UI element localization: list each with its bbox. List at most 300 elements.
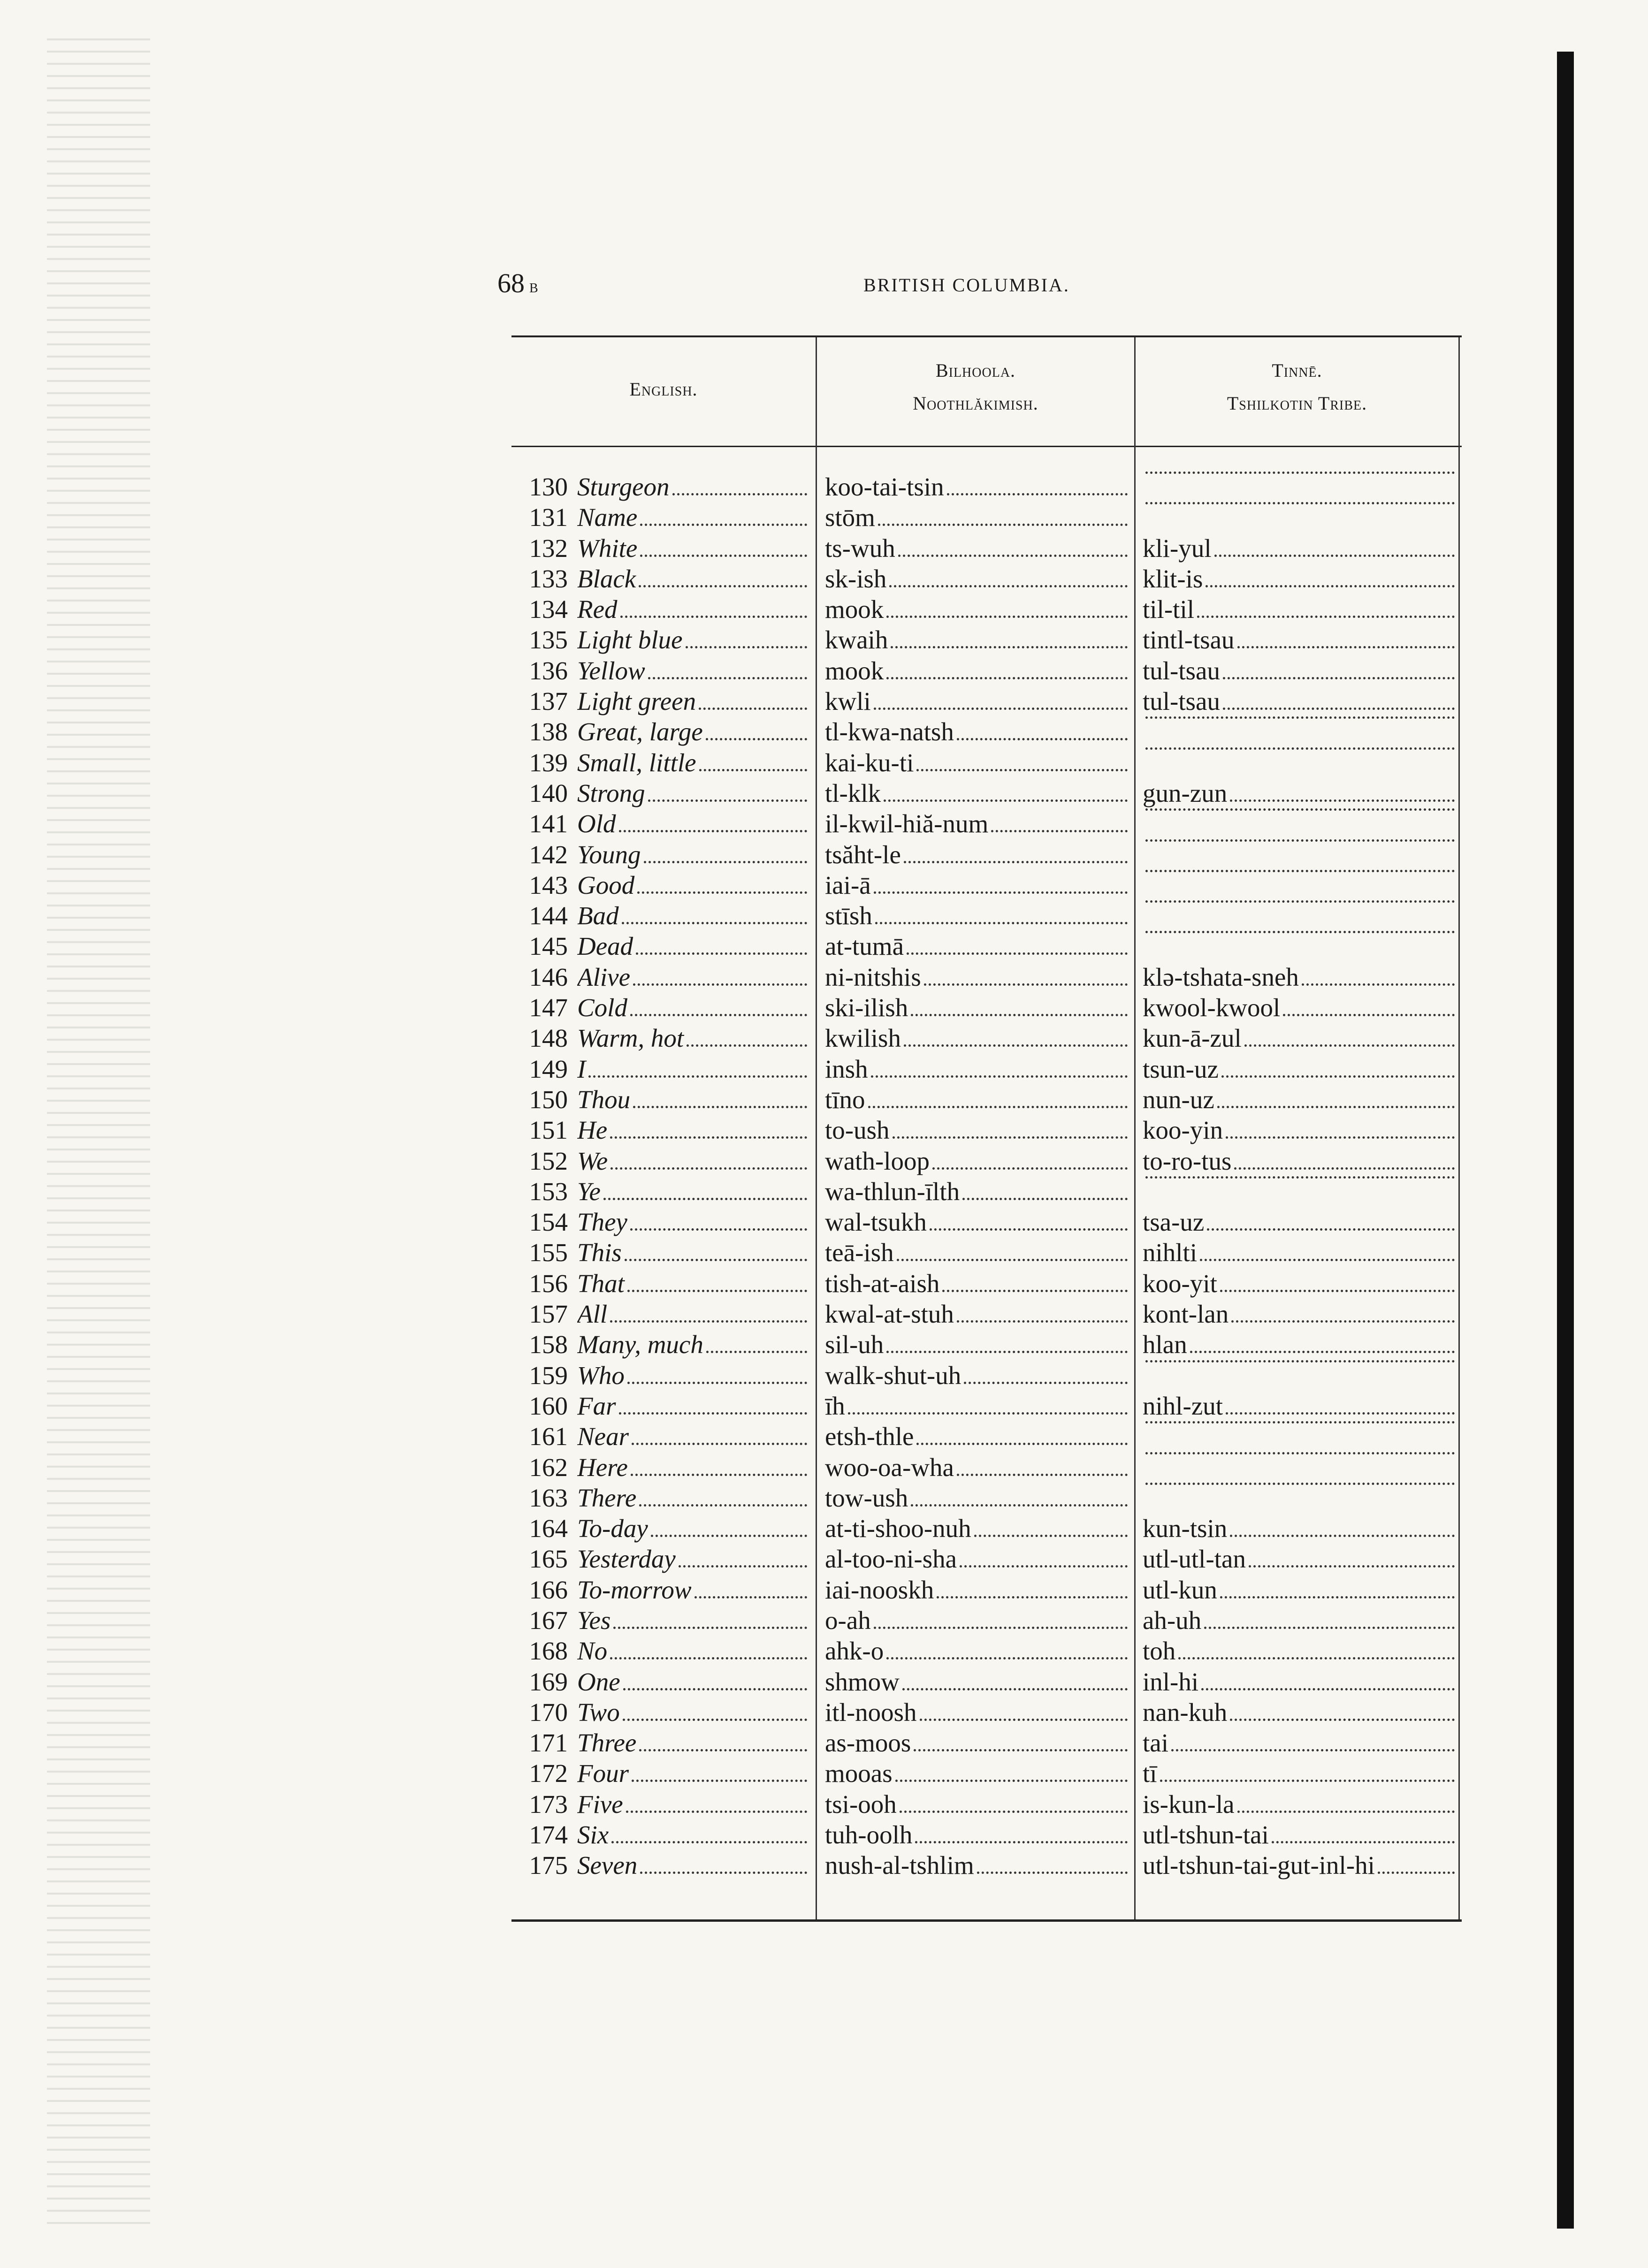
english-word: Yes <box>577 1606 611 1635</box>
leader-dots <box>886 677 1128 679</box>
bilhoola-word-cell <box>825 1176 1128 1207</box>
bilhoola-word-cell <box>825 1667 1128 1697</box>
english-word: Great, large <box>577 717 703 746</box>
bilhoola-word: iai-nooskh <box>825 1575 934 1604</box>
table-row <box>511 1605 1462 1636</box>
tinne-word: hlan <box>1143 1330 1187 1359</box>
entry-number-cell: 151 <box>529 1116 568 1145</box>
entry-number-cell: 133 <box>529 564 568 593</box>
tinne-word-cell <box>1143 716 1455 725</box>
leader-dots <box>706 738 807 740</box>
leader-dots <box>627 1290 807 1292</box>
tinne-word-cell <box>1143 747 1455 756</box>
leader-dots <box>875 922 1128 924</box>
table-row <box>511 1452 1462 1483</box>
english-word-cell <box>577 655 807 686</box>
bilhoola-word-cell <box>825 1513 1128 1544</box>
leader-dots <box>610 1136 807 1139</box>
leader-dots <box>886 1351 1128 1353</box>
leader-dots <box>911 1504 1128 1507</box>
entry-number-cell: 155 <box>529 1238 568 1267</box>
entry-number-cell: 172 <box>529 1759 568 1788</box>
bilhoola-word: stōm <box>825 503 875 532</box>
leader-dots <box>1145 870 1455 872</box>
page-header <box>497 267 1464 310</box>
english-word: No <box>577 1636 608 1666</box>
leader-dots <box>636 952 807 955</box>
english-word: Young <box>577 840 641 869</box>
leader-dots <box>630 1228 807 1231</box>
leader-dots <box>1145 900 1455 903</box>
tinne-word-cell <box>1143 870 1455 879</box>
leader-dots <box>957 1320 1128 1323</box>
leader-dots <box>916 1443 1128 1445</box>
leader-dots <box>639 1504 807 1507</box>
english-word: Strong <box>577 778 645 807</box>
entry-number-cell: 154 <box>529 1208 568 1237</box>
leader-dots <box>1302 983 1455 986</box>
table-row <box>511 1728 1462 1758</box>
bilhoola-word-cell <box>825 1268 1128 1299</box>
leader-dots <box>625 1259 807 1261</box>
leader-dots <box>1145 1421 1455 1423</box>
leader-dots <box>640 1872 807 1874</box>
leader-dots <box>672 493 807 495</box>
leader-dots <box>1220 1290 1455 1292</box>
bilhoola-word-cell <box>825 1391 1128 1421</box>
leader-dots <box>1160 1780 1455 1782</box>
table-row <box>511 839 1462 870</box>
entry-number-cell: 162 <box>529 1453 568 1482</box>
entry-number-cell: 138 <box>529 717 568 746</box>
table-row <box>511 1758 1462 1789</box>
leader-dots <box>694 1596 807 1598</box>
table-row <box>511 1513 1462 1544</box>
english-word-cell <box>577 1176 807 1207</box>
leader-dots <box>920 1719 1128 1721</box>
bilhoola-word: sil-uh <box>825 1330 884 1359</box>
leader-dots <box>1145 716 1455 719</box>
entry-number-cell: 134 <box>529 595 568 624</box>
leader-dots <box>915 1841 1128 1843</box>
leader-dots <box>911 1014 1128 1016</box>
english-word-cell <box>577 1636 807 1666</box>
entry-number-cell: 168 <box>529 1636 568 1666</box>
tinne-word-cell <box>1143 1728 1455 1758</box>
leader-dots <box>964 1382 1128 1384</box>
table-row <box>511 747 1462 778</box>
tinne-word: ah-uh <box>1143 1606 1202 1635</box>
column-header-english <box>511 373 816 406</box>
bilhoola-word: insh <box>825 1054 868 1083</box>
page-spine-right <box>1557 52 1574 2229</box>
table-row <box>511 808 1462 839</box>
bilhoola-word: ts-wuh <box>825 533 895 563</box>
table-row <box>511 1544 1462 1574</box>
english-word: Yesterday <box>577 1545 676 1574</box>
tinne-word: inl-hi <box>1143 1667 1199 1696</box>
bilhoola-word-cell <box>825 747 1128 778</box>
table-top-rule <box>511 335 1462 337</box>
english-word: We <box>577 1146 608 1175</box>
bilhoola-word-cell <box>825 1146 1128 1176</box>
leader-dots <box>706 1351 807 1353</box>
english-word: He <box>577 1116 608 1145</box>
tinne-word: nihl-zut <box>1143 1391 1223 1420</box>
table-row <box>511 1084 1462 1115</box>
english-word-cell <box>577 992 807 1023</box>
leader-dots <box>930 1228 1128 1231</box>
english-word: Three <box>577 1728 637 1758</box>
leader-dots <box>1217 1106 1455 1108</box>
entry-number-cell: 159 <box>529 1361 568 1390</box>
english-word: Name <box>577 503 638 532</box>
table-row <box>511 962 1462 992</box>
leader-dots <box>1145 472 1455 474</box>
english-word: They <box>577 1208 627 1237</box>
bilhoola-word: o-ah <box>825 1606 871 1635</box>
english-word: That <box>577 1269 625 1298</box>
english-word: Light green <box>577 687 696 716</box>
english-word-cell <box>577 1819 807 1850</box>
tinne-word-cell <box>1143 563 1455 594</box>
leader-dots <box>874 1627 1128 1629</box>
entry-number-cell: 137 <box>529 687 568 716</box>
bilhoola-word: woo-oa-wha <box>825 1453 954 1482</box>
table-row <box>511 1483 1462 1513</box>
leader-dots <box>1244 1044 1455 1047</box>
bilhoola-word-cell <box>825 1421 1128 1452</box>
leader-dots <box>914 1749 1128 1751</box>
leader-dots <box>893 1136 1128 1139</box>
leader-dots <box>848 1412 1128 1415</box>
tinne-word-cell <box>1143 778 1455 808</box>
leader-dots <box>633 1106 807 1108</box>
entry-number-cell: 135 <box>529 625 568 655</box>
table-row <box>511 1115 1462 1145</box>
leader-dots <box>868 1106 1128 1108</box>
entry-number-cell: 152 <box>529 1146 568 1175</box>
tinne-word-cell <box>1143 1084 1455 1115</box>
leader-dots <box>679 1565 807 1568</box>
leader-dots <box>1223 708 1455 710</box>
tinne-word-cell <box>1143 1697 1455 1728</box>
leader-dots <box>1249 1565 1455 1568</box>
tinne-word: utl-utl-tan <box>1143 1545 1246 1574</box>
table-row <box>511 594 1462 624</box>
tinne-word-cell <box>1143 1268 1455 1299</box>
english-word: Warm, hot <box>577 1024 684 1053</box>
leader-dots <box>620 616 807 618</box>
english-word: Red <box>577 595 618 624</box>
leader-dots <box>1226 1412 1455 1415</box>
tinne-word-cell <box>1143 1452 1455 1461</box>
english-word-cell <box>577 1758 807 1789</box>
tinne-word: kont-lan <box>1143 1300 1229 1329</box>
leader-dots <box>924 983 1128 986</box>
bilhoola-word-cell <box>825 472 1128 502</box>
english-word-cell <box>577 1850 807 1880</box>
leader-dots <box>874 708 1128 710</box>
english-word-cell <box>577 1544 807 1574</box>
bilhoola-word-cell <box>825 1452 1128 1483</box>
table-row <box>511 1207 1462 1237</box>
english-word-cell <box>577 778 807 808</box>
table-row <box>511 870 1462 900</box>
leader-dots <box>1145 808 1455 811</box>
entry-number-cell: 149 <box>529 1054 568 1083</box>
bilhoola-word-cell <box>825 778 1128 808</box>
leader-dots <box>1145 1452 1455 1454</box>
leader-dots <box>1283 1014 1455 1016</box>
table-row <box>511 1146 1462 1176</box>
leader-dots <box>1207 1228 1455 1231</box>
leader-dots <box>907 952 1128 955</box>
leader-dots <box>1145 1176 1455 1179</box>
bilhoola-word: etsh-thle <box>825 1422 914 1451</box>
entry-number-cell: 139 <box>529 748 568 777</box>
tinne-word-cell <box>1143 1237 1455 1268</box>
bilhoola-word: tish-at-aish <box>825 1269 940 1298</box>
leader-dots <box>1145 1360 1455 1362</box>
tinne-word-cell <box>1143 1605 1455 1636</box>
leader-dots <box>619 1412 808 1415</box>
english-word-cell <box>577 839 807 870</box>
leader-dots <box>1221 1075 1455 1078</box>
english-word-cell <box>577 1054 807 1084</box>
tinne-word-cell <box>1143 1207 1455 1237</box>
tinne-word-cell <box>1143 655 1455 686</box>
bilhoola-word-cell <box>825 686 1128 716</box>
english-word: Cold <box>577 993 627 1022</box>
entry-number-cell: 141 <box>529 809 568 838</box>
tinne-word: nihlti <box>1143 1238 1198 1267</box>
english-word-cell <box>577 747 807 778</box>
leader-dots <box>1178 1657 1455 1659</box>
bilhoola-word: mook <box>825 595 884 624</box>
bilhoola-word-cell <box>825 1758 1128 1789</box>
tinne-word-cell <box>1143 1513 1455 1544</box>
table-row <box>511 686 1462 716</box>
bilhoola-word-cell <box>825 1575 1128 1605</box>
english-word: Near <box>577 1422 629 1451</box>
leader-dots <box>1230 1719 1455 1721</box>
tinne-word-cell <box>1143 992 1455 1023</box>
table-body <box>511 472 1462 1881</box>
table-row <box>511 1819 1462 1850</box>
tinne-word-cell <box>1143 1360 1455 1369</box>
english-word-cell <box>577 808 807 839</box>
tinne-word-cell <box>1143 1850 1455 1880</box>
bilhoola-word: wath-loop <box>825 1146 930 1175</box>
tinne-word-cell <box>1143 1054 1455 1084</box>
english-word-cell <box>577 1605 807 1636</box>
english-word-cell <box>577 1329 807 1360</box>
table-row <box>511 1667 1462 1697</box>
running-title: BRITISH COLUMBIA. <box>863 274 1070 296</box>
bilhoola-word: at-tumā <box>825 932 904 961</box>
tinne-word-cell <box>1143 1421 1455 1430</box>
english-word-cell <box>577 533 807 563</box>
english-word: All <box>577 1300 608 1329</box>
bilhoola-word: iai-ā <box>825 870 871 899</box>
leader-dots <box>639 585 807 587</box>
entry-number-cell: 147 <box>529 993 568 1022</box>
tinne-word: utl-kun <box>1143 1575 1217 1604</box>
tinne-word: kun-tsin <box>1143 1514 1228 1543</box>
bilhoola-word: walk-shut-uh <box>825 1361 961 1390</box>
bilhoola-word-cell <box>825 992 1128 1023</box>
leader-dots <box>588 1075 807 1078</box>
table-row <box>511 655 1462 686</box>
english-word: To-day <box>577 1514 648 1543</box>
bilhoola-word-cell <box>825 931 1128 961</box>
entry-number-cell: 130 <box>529 472 568 501</box>
bilhoola-word-cell <box>825 1697 1128 1728</box>
bilhoola-word: ni-nitshis <box>825 962 921 991</box>
entry-number-cell: 170 <box>529 1697 568 1727</box>
bilhoola-word: mook <box>825 656 884 685</box>
bilhoola-word: itl-noosh <box>825 1697 917 1727</box>
entry-number-cell: 161 <box>529 1422 568 1451</box>
table-row <box>511 778 1462 808</box>
leader-dots <box>687 1044 807 1047</box>
leader-dots <box>874 891 1128 894</box>
table-row <box>511 1391 1462 1421</box>
english-word-cell <box>577 1789 807 1819</box>
leader-dots <box>1200 1259 1455 1261</box>
leader-dots <box>610 1320 807 1323</box>
bilhoola-word-cell <box>825 1207 1128 1237</box>
english-word: Two <box>577 1697 620 1727</box>
leader-dots <box>884 799 1128 802</box>
table-row <box>511 1176 1462 1207</box>
bilhoola-word-cell <box>825 594 1128 624</box>
bilhoola-word-cell <box>825 502 1128 533</box>
leader-dots <box>904 861 1128 863</box>
bilhoola-word: ahk-o <box>825 1636 884 1666</box>
english-word: One <box>577 1667 620 1696</box>
table-row <box>511 533 1462 563</box>
table-bottom-rule <box>511 1919 1462 1922</box>
english-word-cell <box>577 1237 807 1268</box>
table-row <box>511 472 1462 502</box>
bilhoola-word-cell <box>825 870 1128 900</box>
bilhoola-word-cell <box>825 1819 1128 1850</box>
leader-dots <box>889 585 1128 587</box>
leader-dots <box>1171 1749 1455 1751</box>
page-gutter-left <box>47 28 150 2233</box>
table-row <box>511 1237 1462 1268</box>
leader-dots <box>631 1474 807 1476</box>
entry-number-cell: 145 <box>529 932 568 961</box>
leader-dots <box>962 1198 1128 1200</box>
table-row <box>511 900 1462 931</box>
english-word: Who <box>577 1361 625 1390</box>
leader-dots <box>603 1198 807 1200</box>
tinne-word: klit-is <box>1143 564 1203 593</box>
english-word: Light blue <box>577 625 683 655</box>
english-word-cell <box>577 1575 807 1605</box>
bilhoola-word: wal-tsukh <box>825 1208 927 1237</box>
english-word-cell <box>577 1667 807 1697</box>
leader-dots <box>637 891 807 894</box>
english-word-cell <box>577 1084 807 1115</box>
tinne-word-cell <box>1143 1023 1455 1053</box>
tinne-word-cell <box>1143 533 1455 563</box>
leader-dots <box>1226 1136 1455 1139</box>
bilhoola-word: īh <box>825 1391 845 1420</box>
table-row <box>511 1850 1462 1880</box>
english-word: Four <box>577 1759 629 1788</box>
column-header-tinne-label: Tinnē. <box>1272 360 1322 381</box>
bilhoola-word-cell <box>825 1023 1128 1053</box>
english-word: This <box>577 1238 622 1267</box>
bilhoola-word: tl-kwa-natsh <box>825 717 954 746</box>
leader-dots <box>947 493 1128 495</box>
entry-number-cell: 140 <box>529 778 568 807</box>
english-word: To-morrow <box>577 1575 692 1604</box>
leader-dots <box>1223 677 1455 679</box>
bilhoola-word-cell <box>825 1299 1128 1329</box>
english-word: Six <box>577 1820 609 1849</box>
leader-dots <box>633 983 807 986</box>
english-word-cell <box>577 1268 807 1299</box>
bilhoola-word-cell <box>825 716 1128 747</box>
english-word: Seven <box>577 1851 638 1880</box>
tinne-word: nan-kuh <box>1143 1697 1228 1727</box>
leader-dots <box>1378 1872 1455 1874</box>
leader-dots <box>1204 1627 1455 1629</box>
leader-dots <box>1231 1320 1455 1323</box>
bilhoola-word: as-moos <box>825 1728 911 1758</box>
tinne-word-cell <box>1143 502 1455 511</box>
leader-dots <box>632 1443 807 1445</box>
entry-number-cell: 171 <box>529 1728 568 1758</box>
bilhoola-word: tīno <box>825 1085 865 1114</box>
leader-dots <box>895 1780 1128 1782</box>
english-word-cell <box>577 931 807 961</box>
bilhoola-word-cell <box>825 1636 1128 1666</box>
bilhoola-word: sk-ish <box>825 564 887 593</box>
entry-number-cell: 131 <box>529 503 568 532</box>
bilhoola-word-cell <box>825 1054 1128 1084</box>
bilhoola-word-cell <box>825 1237 1128 1268</box>
bilhoola-word: stīsh <box>825 901 872 930</box>
table-row <box>511 1299 1462 1329</box>
bilhoola-word: kwaih <box>825 625 888 655</box>
english-word-cell <box>577 1207 807 1237</box>
table-row <box>511 1054 1462 1084</box>
tinne-word: tī <box>1143 1759 1157 1788</box>
bilhoola-word: ski-ilish <box>825 993 908 1022</box>
leader-dots <box>639 1749 807 1751</box>
tinne-word-cell <box>1143 1176 1455 1185</box>
leader-dots <box>1145 747 1455 750</box>
english-word: Alive <box>577 962 630 991</box>
column-header-tinne-sublabel: Tshilkotin Tribe. <box>1227 393 1367 414</box>
tinne-word-cell <box>1143 1758 1455 1789</box>
leader-dots <box>1220 1596 1455 1598</box>
tinne-word: tintl-tsau <box>1143 625 1235 655</box>
bilhoola-word-cell <box>825 1728 1128 1758</box>
tinne-word-cell <box>1143 1819 1455 1850</box>
leader-dots <box>1145 931 1455 933</box>
leader-dots <box>648 799 807 802</box>
english-word: Bad <box>577 901 619 930</box>
table-row <box>511 931 1462 961</box>
bilhoola-word-cell <box>825 624 1128 655</box>
